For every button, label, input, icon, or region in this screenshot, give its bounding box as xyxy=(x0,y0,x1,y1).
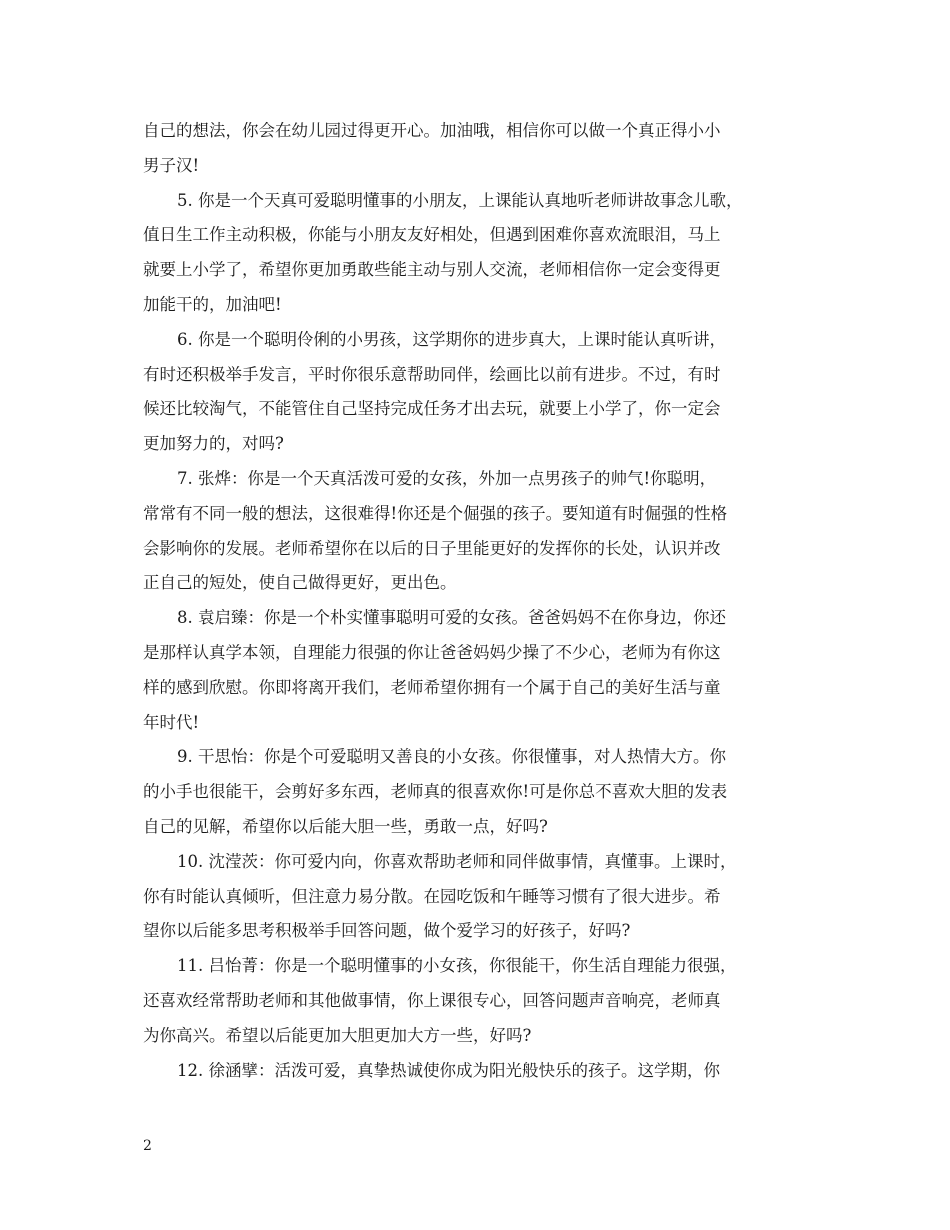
paragraph-start-line: 5. 你是一个天真可爱聪明懂事的小朋友，上课能认真地听老师讲故事念儿歌， xyxy=(177,190,743,210)
text-line: 望你以后能多思考积极举手回答问题，做个爱学习的好孩子，好吗? xyxy=(143,921,631,941)
text-line: 自己的想法，你会在幼儿园过得更开心。加油哦，相信你可以做一个真正得小小 xyxy=(143,121,721,140)
text-line: 你有时能认真倾听，但注意力易分散。在园吃饭和午睡等习惯有了很大进步。希 xyxy=(143,886,721,906)
text-line: 还喜欢经常帮助老师和其他做事情，你上课很专心，回答问题声音响亮，老师真 xyxy=(143,990,721,1010)
text-line: 男子汉! xyxy=(143,155,200,175)
text-line: 会影响你的发展。老师希望你在以后的日子里能更好的发挥你的长处，认识并改 xyxy=(143,538,721,558)
paragraph-start-line: 8. 袁启臻：你是一个朴实懂事聪明可爱的女孩。爸爸妈妈不在你身边，你还 xyxy=(177,608,726,628)
text-line: 有时还积极举手发言，平时你很乐意帮助同伴，绘画比以前有进步。不过，有时 xyxy=(143,364,721,384)
text-line: 年时代! xyxy=(143,712,200,732)
text-line: 样的感到欣慰。你即将离开我们，老师希望你拥有一个属于自己的美好生活与童 xyxy=(143,677,721,697)
text-line: 正自己的短处，使自己做得更好，更出色。 xyxy=(143,573,457,593)
paragraph-start-line: 12. 徐涵擘：活泼可爱，真挚热诚使你成为阳光般快乐的孩子。这学期，你 xyxy=(177,1060,720,1080)
paragraph-start-line: 10. 沈滢茨：你可爱内向，你喜欢帮助老师和同伴做事情，真懂事。上课时， xyxy=(177,851,737,871)
paragraph-start-line: 11. 吕怡菁：你是一个聪明懂事的小女孩，你很能干，你生活自理能力很强， xyxy=(177,956,737,976)
text-line: 是那样认真学本领，自理能力很强的你让爸爸妈妈少操了不少心，老师为有你这 xyxy=(143,642,721,662)
paragraph-start-line: 6. 你是一个聪明伶俐的小男孩，这学期你的进步真大，上课时能认真听讲， xyxy=(177,329,726,349)
page-number: 2 xyxy=(143,1138,152,1154)
text-line: 更加努力的，对吗? xyxy=(143,434,284,454)
text-line: 值日生工作主动积极，你能与小朋友友好相处，但遇到困难你喜欢流眼泪，马上 xyxy=(143,225,721,245)
paragraph-start-line: 9. 干思怡：你是个可爱聪明又善良的小女孩。你很懂事，对人热情大方。你 xyxy=(177,747,726,767)
text-line: 加能干的，加油吧! xyxy=(143,294,282,314)
paragraph-start-line: 7. 张烨：你是一个天真活泼可爱的女孩，外加一点男孩子的帅气!你聪明， xyxy=(177,468,717,488)
text-line: 就要上小学了，希望你更加勇敢些能主动与别人交流，老师相信你一定会变得更 xyxy=(143,260,721,280)
text-line: 为你高兴。希望以后能更加大胆更加大方一些，好吗? xyxy=(143,1025,532,1045)
text-line: 自己的见解，希望你以后能大胆一些，勇敢一点，好吗? xyxy=(143,816,548,836)
document-body xyxy=(143,114,823,1088)
text-line: 的小手也很能干，会剪好多东西，老师真的很喜欢你!可是你总不喜欢大胆的发表 xyxy=(143,782,728,802)
text-line: 候还比较淘气，不能管住自己坚持完成任务才出去玩，就要上小学了，你一定会 xyxy=(143,399,721,419)
text-line: 常常有不同一般的想法，这很难得!你还是个倔强的孩子。要知道有时倔强的性格 xyxy=(143,503,728,523)
